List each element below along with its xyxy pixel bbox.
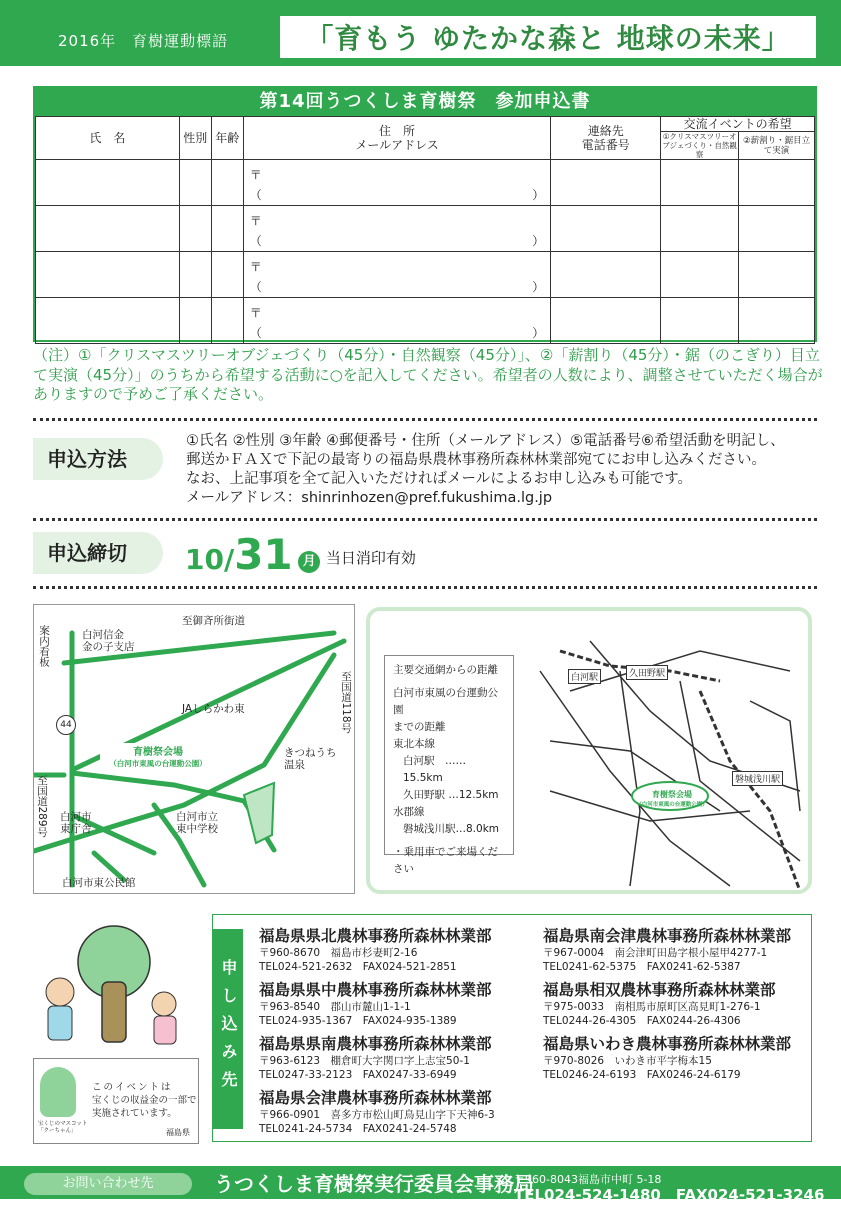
- map2-kutano: 久田野駅: [626, 665, 668, 680]
- divider: [33, 586, 817, 589]
- paren-open: （: [249, 326, 262, 340]
- col-phone-label: 電話番号: [581, 138, 630, 152]
- lottery-line: 宝くじの収益金の一部で: [92, 1095, 197, 1106]
- form-header-row: [36, 117, 815, 132]
- col-email-label: メールアドレス: [355, 138, 439, 152]
- sex-field[interactable]: [179, 298, 211, 344]
- office-addr: 〒967-0004 南会津町田島字根小屋甲4277-1: [543, 947, 768, 959]
- map2-venue-name: 育樹祭会場: [652, 790, 692, 799]
- event1-field[interactable]: [661, 206, 739, 252]
- office-tel: TEL0246-24-6193 FAX0246-24-6179: [543, 1069, 741, 1081]
- office-name: 福島県県南農林事務所森林林業部: [259, 1035, 492, 1053]
- map2-venue-sub: （白河市東風の台運動公園）: [636, 802, 708, 808]
- office-tel: TEL0244-26-4305 FAX0244-26-4306: [543, 1015, 741, 1027]
- form-row[interactable]: [36, 160, 815, 206]
- event1-field[interactable]: [661, 298, 739, 344]
- deadline-note: 当日消印有効: [325, 549, 416, 567]
- office-tel: TEL0247-33-2123 FAX0247-33-6949: [259, 1069, 457, 1081]
- office-kenchu: [259, 981, 529, 1028]
- method-line: ①氏名 ②性別 ③年齢 ④郵便番号・住所（メールアドレス）⑤電話番号⑥希望活動を明記し、: [186, 433, 785, 449]
- col-age: 年齢: [211, 117, 243, 160]
- distance-box: [384, 655, 514, 875]
- postmark: 〒: [249, 260, 262, 274]
- office-addr: 〒966-0901 喜多方市松山町鳥見山字下天神6-3: [259, 1109, 495, 1121]
- method-text: [186, 432, 785, 508]
- venue-area: [244, 783, 274, 843]
- office-name: 福島県会津農林事務所森林林業部: [259, 1089, 492, 1107]
- committee-name: うつくしま育樹祭実行委員会事務局: [214, 1172, 534, 1196]
- age-field[interactable]: [211, 160, 243, 206]
- map2-venue: [634, 789, 710, 808]
- form-note: （注）①「クリスマスツリーオブジェづくり（45分）・自然観察（45分）」、②「薪割り（45分）・鋸（のこぎり）目立て実演（45分）」のうちから希望する活動に○を記入してください。希望者の人数により、調整させていただく場合がありますので予めご了承ください。: [33, 346, 823, 403]
- office-kennan: [259, 1035, 529, 1082]
- paren-open: （: [249, 234, 262, 248]
- map2-iwaki: 磐城浅川駅: [732, 771, 783, 786]
- office-addr: 〒963-8540 郡山市麓山1-1-1: [259, 1001, 411, 1013]
- col-name: 氏 名: [36, 117, 180, 160]
- col-address-label: 住 所: [379, 124, 416, 138]
- office-addr: 〒963-6123 棚倉町大字関口字上志宝50-1: [259, 1055, 470, 1067]
- tel-field[interactable]: [551, 160, 661, 206]
- sex-field[interactable]: [179, 252, 211, 298]
- method-label: 申込方法: [33, 438, 163, 480]
- col-sex: 性別: [179, 117, 211, 160]
- year-motto: 2016年 育樹運動標語: [58, 32, 229, 50]
- age-field[interactable]: [211, 206, 243, 252]
- route-44-badge: 44: [56, 715, 76, 735]
- event2-field[interactable]: [739, 252, 815, 298]
- office-tel: TEL0241-62-5375 FAX0241-62-5387: [543, 961, 741, 973]
- postmark: 〒: [249, 168, 262, 182]
- map1-jas: JAしらかわ東: [182, 703, 245, 715]
- map1-route289: 至国道289号: [36, 775, 48, 838]
- postmark: 〒: [249, 306, 262, 320]
- lottery-text: [92, 1081, 197, 1120]
- dist-to2: までの距離: [393, 721, 446, 733]
- form-table: [35, 116, 815, 344]
- map1-sign: 案内看板: [38, 625, 50, 667]
- deadline-date: [185, 530, 416, 579]
- method-line: 郵送かＦＡＸで下記の最寄りの福島県農林事務所森林林業部宛てにお申し込みください。: [186, 452, 766, 468]
- area-map: [366, 607, 812, 894]
- paren-close: ）: [532, 188, 545, 202]
- office-name: 福島県南会津農林事務所森林林業部: [543, 927, 792, 945]
- tel-field[interactable]: [551, 298, 661, 344]
- paren-close: ）: [532, 280, 545, 294]
- address-field[interactable]: [243, 206, 551, 252]
- name-field[interactable]: [36, 160, 180, 206]
- age-field[interactable]: [211, 252, 243, 298]
- name-field[interactable]: [36, 206, 180, 252]
- map1-venue-name: 育樹祭会場: [133, 747, 183, 758]
- deadline-label: 申込締切: [33, 532, 163, 574]
- form-row[interactable]: [36, 252, 815, 298]
- divider: [33, 418, 817, 421]
- postmark: 〒: [249, 214, 262, 228]
- footer-tel: TEL024-524-1480 FAX024-521-3246: [514, 1186, 825, 1204]
- address-field[interactable]: [243, 252, 551, 298]
- lottery-line: 実施されています。: [92, 1108, 177, 1119]
- office-kenpoku: [259, 927, 529, 974]
- dist-st1: 白河駅 ……15.5km: [403, 755, 466, 784]
- dist-st3: 磐城浅川駅…8.0km: [403, 823, 500, 835]
- col-contact-label: 連絡先: [587, 124, 624, 138]
- map1-road-top: 至御斉所街道: [182, 615, 245, 627]
- event1-field[interactable]: [661, 252, 739, 298]
- line-tohoku: 東北本線: [393, 738, 435, 750]
- address-field[interactable]: [243, 298, 551, 344]
- address-field[interactable]: [243, 160, 551, 206]
- dist-title: 主要交通網からの距離: [393, 664, 498, 676]
- footer-address: 〒960-8043福島市中町 5-18: [514, 1173, 662, 1186]
- lottery-mascot: 宝くじのマスコット 「クーちゃん」: [38, 1121, 88, 1134]
- event2-field[interactable]: [739, 298, 815, 344]
- slogan: 「育もう ゆたかな森と 地球の未来」: [278, 14, 818, 60]
- office-name: 福島県県中農林事務所森林林業部: [259, 981, 492, 999]
- lottery-pref: 福島県: [166, 1128, 190, 1137]
- deadline-month: 10/: [185, 543, 235, 576]
- deadline-weekday: 月: [298, 551, 320, 573]
- application-form: [33, 86, 817, 342]
- office-addr: 〒970-8026 いわき市平字梅本15: [543, 1055, 712, 1067]
- office-tel: TEL024-935-1367 FAX024-935-1389: [259, 1015, 457, 1027]
- form-row[interactable]: [36, 298, 815, 344]
- office-soso: [543, 981, 813, 1028]
- map1-cityoffice: 白河市 東庁舎: [60, 811, 92, 835]
- map1-route118: 至国道118号: [340, 671, 352, 734]
- map1-hall: 白河市東公民館: [62, 877, 136, 889]
- name-field[interactable]: [36, 298, 180, 344]
- map1-venue-sub: （白河市東風の台運動公園）: [109, 759, 207, 768]
- col-address: [243, 117, 551, 160]
- office-aizu: [259, 1089, 529, 1136]
- deadline-day: 31: [234, 530, 293, 579]
- mascot-illustration: [30, 912, 200, 1052]
- offices-box: [212, 914, 812, 1142]
- sex-field[interactable]: [179, 160, 211, 206]
- col-event-1: ①クリスマスツリーオブジェづくり・自然観察: [662, 132, 737, 159]
- paren-close: ）: [532, 234, 545, 248]
- map1-school: 白河市立 東中学校: [176, 811, 218, 835]
- dist-st2: 久田野駅 …12.5km: [403, 789, 499, 801]
- map1-onsen: きつねうち 温泉: [284, 747, 337, 771]
- office-addr: 〒975-0033 南相馬市原町区高見町1-276-1: [543, 1001, 761, 1013]
- office-name: 福島県いわき農林事務所森林林業部: [543, 1035, 792, 1053]
- kuu-chan-icon: [40, 1067, 76, 1117]
- event2-field[interactable]: [739, 160, 815, 206]
- office-name: 福島県県北農林事務所森林林業部: [259, 927, 492, 945]
- office-minamiaizu: [543, 927, 813, 974]
- offices-tab: 申し込み先: [213, 929, 243, 1129]
- method-email[interactable]: メールアドレス：shinrinhozen@pref.fukushima.lg.jp: [186, 490, 553, 506]
- dist-car: ・乗用車でご来場ください: [393, 846, 498, 875]
- office-addr: 〒960-8670 福島市杉妻町2-16: [259, 947, 418, 959]
- col-event-2: ②薪割り・鋸目立て実演: [739, 132, 815, 160]
- form-title: 第14回うつくしま育樹祭 参加申込書: [35, 88, 815, 116]
- paren-open: （: [249, 188, 262, 202]
- col-tel: [551, 117, 661, 160]
- map2-shirakawa: 白河駅: [568, 669, 601, 684]
- office-tel: TEL0241-24-5734 FAX0241-24-5748: [259, 1123, 457, 1135]
- event2-field[interactable]: [739, 206, 815, 252]
- line-suigun: 水郡線: [393, 806, 425, 818]
- form-row[interactable]: [36, 206, 815, 252]
- event1-field[interactable]: [661, 160, 739, 206]
- office-iwaki: [543, 1035, 813, 1082]
- method-line: なお、上記事項を全て記入いただければメールによるお申し込みも可能です。: [186, 471, 693, 487]
- office-tel: TEL024-521-2632 FAX024-521-2851: [259, 961, 457, 973]
- dist-to: 白河市東風の台運動公園: [393, 687, 498, 716]
- name-field[interactable]: [36, 252, 180, 298]
- sex-field[interactable]: [179, 206, 211, 252]
- contact-label: お問い合わせ先: [24, 1173, 192, 1195]
- age-field[interactable]: [211, 298, 243, 344]
- paren-close: ）: [532, 326, 545, 340]
- local-map: [33, 604, 355, 894]
- map1-venue: [100, 743, 216, 769]
- office-name: 福島県相双農林事務所森林林業部: [543, 981, 776, 999]
- map1-bank: 白河信金 金の子支店: [82, 629, 135, 653]
- lottery-line: このイベントは: [92, 1082, 173, 1093]
- tel-field[interactable]: [551, 206, 661, 252]
- lottery-box: [33, 1058, 199, 1144]
- paren-open: （: [249, 280, 262, 294]
- divider: [33, 518, 817, 521]
- tel-field[interactable]: [551, 252, 661, 298]
- col-event: 交流イベントの希望: [661, 117, 815, 132]
